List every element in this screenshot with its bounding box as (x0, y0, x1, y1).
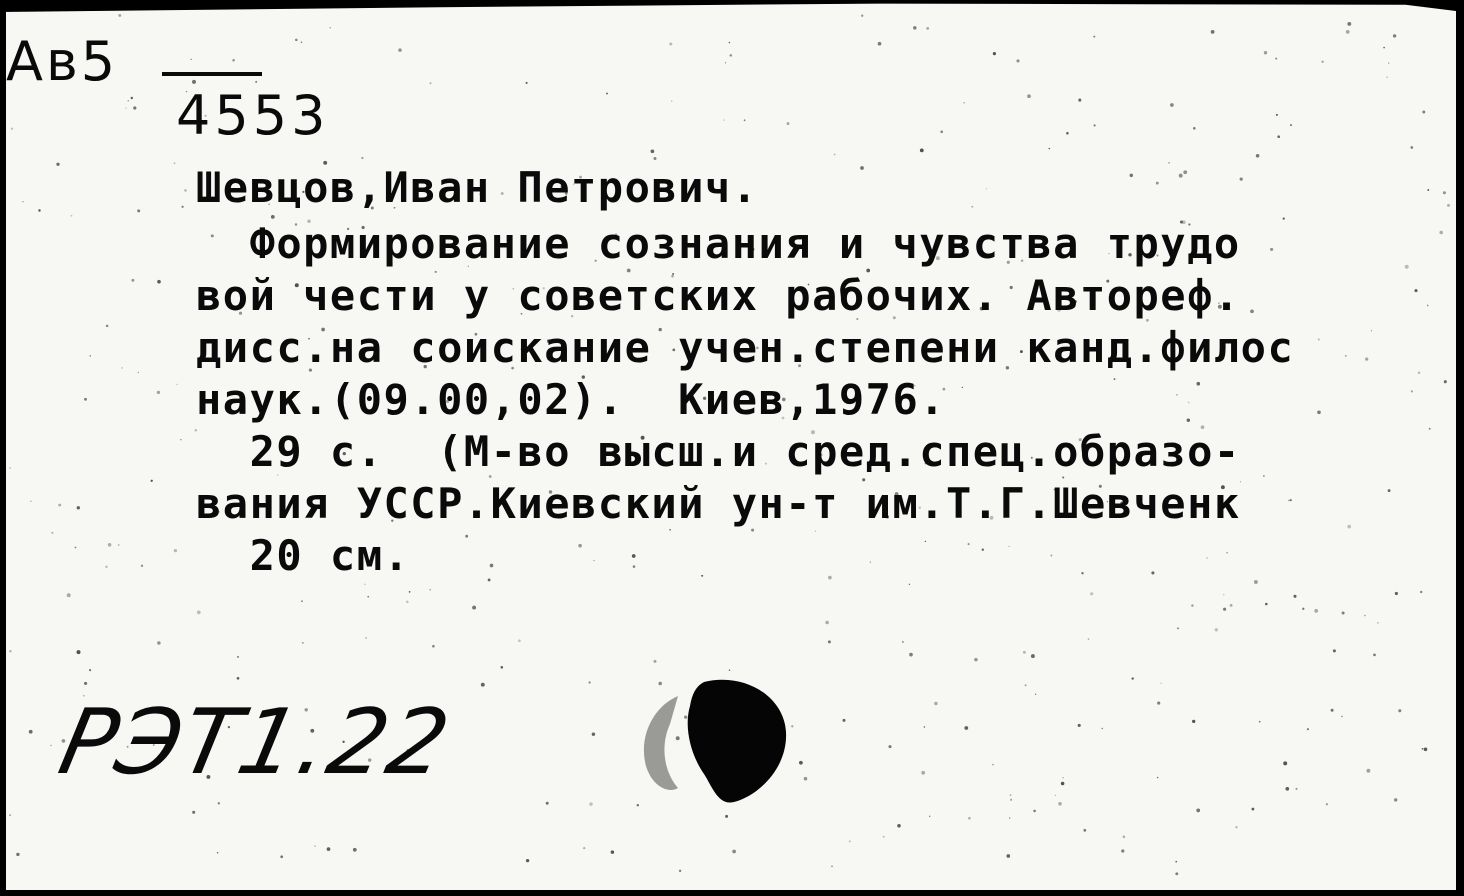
shelf-mark-bottom: 4553 (176, 84, 330, 147)
body-line: 20 см. (196, 531, 411, 580)
body-line: вания УССР.Киевский ун-т им.Т.Г.Шевченк (196, 479, 1241, 528)
body-line: 29 с. (М-во высш.и сред.спец.образо- (196, 427, 1241, 476)
body-line: Формирование сознания и чувства трудо (196, 219, 1241, 268)
author-heading: Шевцов,Иван Петрович. (196, 163, 759, 212)
body-line: дисс.на соискание учен.степени канд.филос (196, 323, 1295, 372)
body-line: вой чести у советских рабочих. Автореф. (196, 271, 1241, 320)
call-number: РЭТ1.22 (50, 690, 460, 795)
body-line: наук.(09.00,02). Киев,1976. (196, 375, 947, 424)
punch-hole-icon (634, 676, 794, 806)
shelf-mark-divider (162, 72, 262, 76)
shelf-mark-top: Aв5 (6, 30, 119, 93)
